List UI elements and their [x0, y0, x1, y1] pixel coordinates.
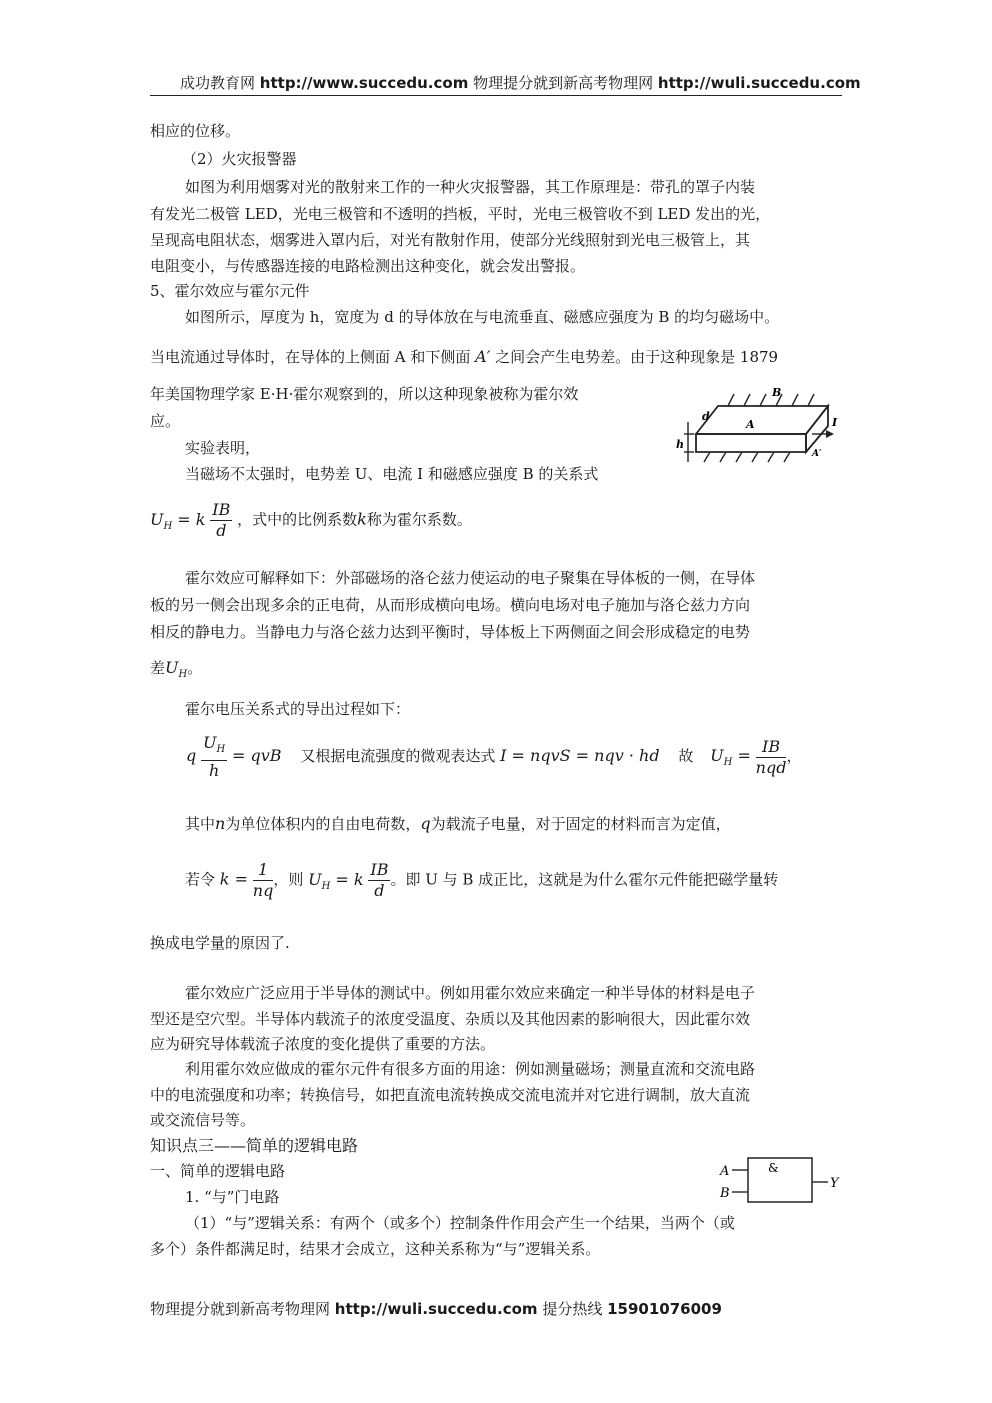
text-line: 霍尔效应可解释如下：外部磁场的洛仑兹力使运动的电子聚集在导体板的一侧，在导体 — [185, 569, 756, 587]
text-line: 中的电流强度和功率；转换信号，如把直流电流转换成交流电流并对它进行调制，放大直流 — [150, 1086, 751, 1104]
header-url-1[interactable]: http://www.succedu.com — [259, 74, 469, 92]
math-uh: $U_H = k$ — [150, 509, 206, 532]
subheading-fire-alarm: （2）火灾报警器 — [182, 150, 297, 168]
text-line: 实验表明， — [185, 439, 261, 457]
fig-label-i: I — [832, 416, 838, 429]
text-line — [150, 345, 778, 369]
text-line: 相应的位移。 — [150, 122, 241, 140]
text-line: 当磁场不太强时，电势差 U、电流 I 和磁感应强度 B 的关系式 — [185, 465, 599, 483]
section-heading-logic: 知识点三——简单的逻辑电路 — [150, 1136, 359, 1155]
text-line: 型还是空穴型。半导体内载流子的浓度受温度、杂质以及其他因素的影响很大，因此霍尔效 — [150, 1010, 751, 1028]
header-divider — [150, 95, 842, 96]
text-fragment: 故 — [678, 747, 694, 766]
subheading-and-gate: 1. “与”门电路 — [185, 1188, 280, 1206]
header-site: 成功教育网 — [180, 74, 256, 92]
text-line: 呈现高电阻状态，烟雾进入罩内后，对光有散射作用，使部分光线照射到光电三极管上，其 — [150, 231, 751, 249]
math-q: q — [186, 746, 197, 766]
math-q: q — [420, 814, 431, 833]
fig-label-b: B — [772, 386, 782, 399]
footer-url[interactable]: http://wuli.succedu.com — [334, 1300, 538, 1318]
text-line: 利用霍尔效应做成的霍尔元件有很多方面的用途：例如测量磁场；测量直流和交流电路 — [185, 1060, 756, 1078]
text-line: （1）“与”逻辑关系：有两个（或多个）控制条件作用会产生一个结果，当两个（或 — [185, 1214, 735, 1232]
gate-input-a: A — [720, 1164, 730, 1179]
and-gate-diagram — [716, 1156, 840, 1206]
text-fragment: 又根据电流强度的微观表达式 — [300, 747, 496, 766]
math-fraction: $\frac{IB}{d}$ — [212, 500, 231, 540]
fig-label-d: d — [702, 410, 710, 423]
text-line: 或交流信号等。 — [150, 1111, 256, 1129]
fig-label-a: A — [746, 418, 755, 431]
page-footer — [150, 1298, 722, 1319]
section-heading-hall: 5、霍尔效应与霍尔元件 — [150, 282, 310, 300]
text-line: 如图所示，厚度为 h，宽度为 d 的导体放在与电流垂直、磁感应强度为 B 的均匀磁场中。 — [185, 308, 780, 326]
math-fraction: $\frac{IB}{d}$ — [370, 860, 389, 900]
math-uh: $U_H$ — [165, 658, 188, 681]
text-line: 如图为利用烟雾对光的散射来工作的一种火灾报警器，其工作原理是：带孔的罩子内装 — [185, 178, 756, 196]
math-k-eq: k = — [219, 869, 248, 889]
text-fragment: 称为霍尔系数。 — [366, 510, 472, 529]
footer-hotline: 15901076009 — [607, 1300, 722, 1318]
hall-effect-figure — [676, 382, 844, 482]
text-line: 若令 k = $\frac{1}{nq}$ ，则 $U_H = k$ $\frac{IB}{d}$ 。即 U 与 B 成正比，这就是为什么霍尔元件能把磁学量转 — [185, 860, 779, 900]
math-a-prime: A′ — [475, 347, 491, 366]
gate-input-b: B — [720, 1186, 730, 1201]
fig-label-a-prime: A′ — [812, 449, 822, 459]
text-line: 有发光二极管 LED，光电三极管和不透明的挡板，平时，光电三极管收不到 LED 发出的光， — [150, 205, 771, 223]
subheading-logic-circuits: 一、简单的逻辑电路 — [150, 1162, 286, 1180]
text-line: 霍尔电压关系式的导出过程如下： — [185, 700, 411, 718]
derivation-line: q $\frac{U_H}{h}$ = qvB 又根据电流强度的微观表达式 I = nqvS = nqv · hd 故 $U_H$ = $\frac{IB}{\text{nqd}}$ ， — [186, 733, 802, 781]
header-url-2[interactable]: http://wuli.succedu.com — [657, 74, 861, 92]
math-current-eq: I = nqvS = nqv · hd — [500, 746, 660, 766]
text-line: 相反的静电力。当静电力与洛仑兹力达到平衡时，导体板上下两侧面之间会形成稳定的电势 — [150, 623, 751, 641]
text-line: 霍尔效应广泛应用于半导体的测试中。例如用霍尔效应来确定一种半导体的材料是电子 — [185, 984, 756, 1002]
text-line: 电阻变小，与传感器连接的电路检测出这种变化，就会发出警报。 — [150, 257, 586, 275]
footer-slogan: 物理提分就到新高考物理网 — [150, 1300, 331, 1318]
text-line: 应。 — [150, 412, 181, 430]
text-line: 其中n为单位体积内的自由电荷数，q为载流子电量，对于固定的材料而言为定值， — [185, 814, 731, 833]
fig-label-h: h — [676, 438, 684, 451]
gate-output-y: Y — [830, 1176, 839, 1191]
math-fraction: $\frac{1}{nq}$ — [252, 860, 274, 900]
text-line: 应为研究导体载流子浓度的变化提供了重要的方法。 — [150, 1035, 496, 1053]
page-header — [180, 72, 861, 93]
hall-voltage-formula-line — [150, 500, 472, 541]
footer-hotline-label: 提分热线 — [542, 1300, 603, 1318]
text-line: 板的另一侧会出现多余的正电荷，从而形成横向电场。横向电场对电子施加与洛仑兹力方向 — [150, 596, 751, 614]
text-fragment: 当电流通过导体时，在导体的上侧面 A 和下侧面 — [150, 348, 471, 366]
math-fraction: $\frac{IB}{\text{nqd}}$ — [755, 736, 787, 777]
math-fraction: $\frac{U_H}{h}$ — [203, 733, 226, 781]
math-force-eq: = qvB — [232, 746, 282, 766]
math-k: k — [357, 509, 367, 529]
text-fragment: 之间会产生电势差。由于这种现象是 1879 — [495, 348, 779, 366]
text-fragment: ，式中的比例系数 — [237, 510, 358, 529]
text-line: 差$U_H$。 — [150, 658, 203, 681]
text-line: 多个）条件都满足时，结果才会成立，这种关系称为“与”逻辑关系。 — [150, 1240, 601, 1258]
gate-symbol: & — [768, 1161, 779, 1175]
text-line: 年美国物理学家 E·H·霍尔观察到的，所以这种现象被称为霍尔效 — [150, 385, 579, 403]
math-n: n — [215, 814, 226, 833]
header-slogan: 物理提分就到新高考物理网 — [473, 74, 654, 92]
text-line: 换成电学量的原因了. — [150, 934, 290, 952]
